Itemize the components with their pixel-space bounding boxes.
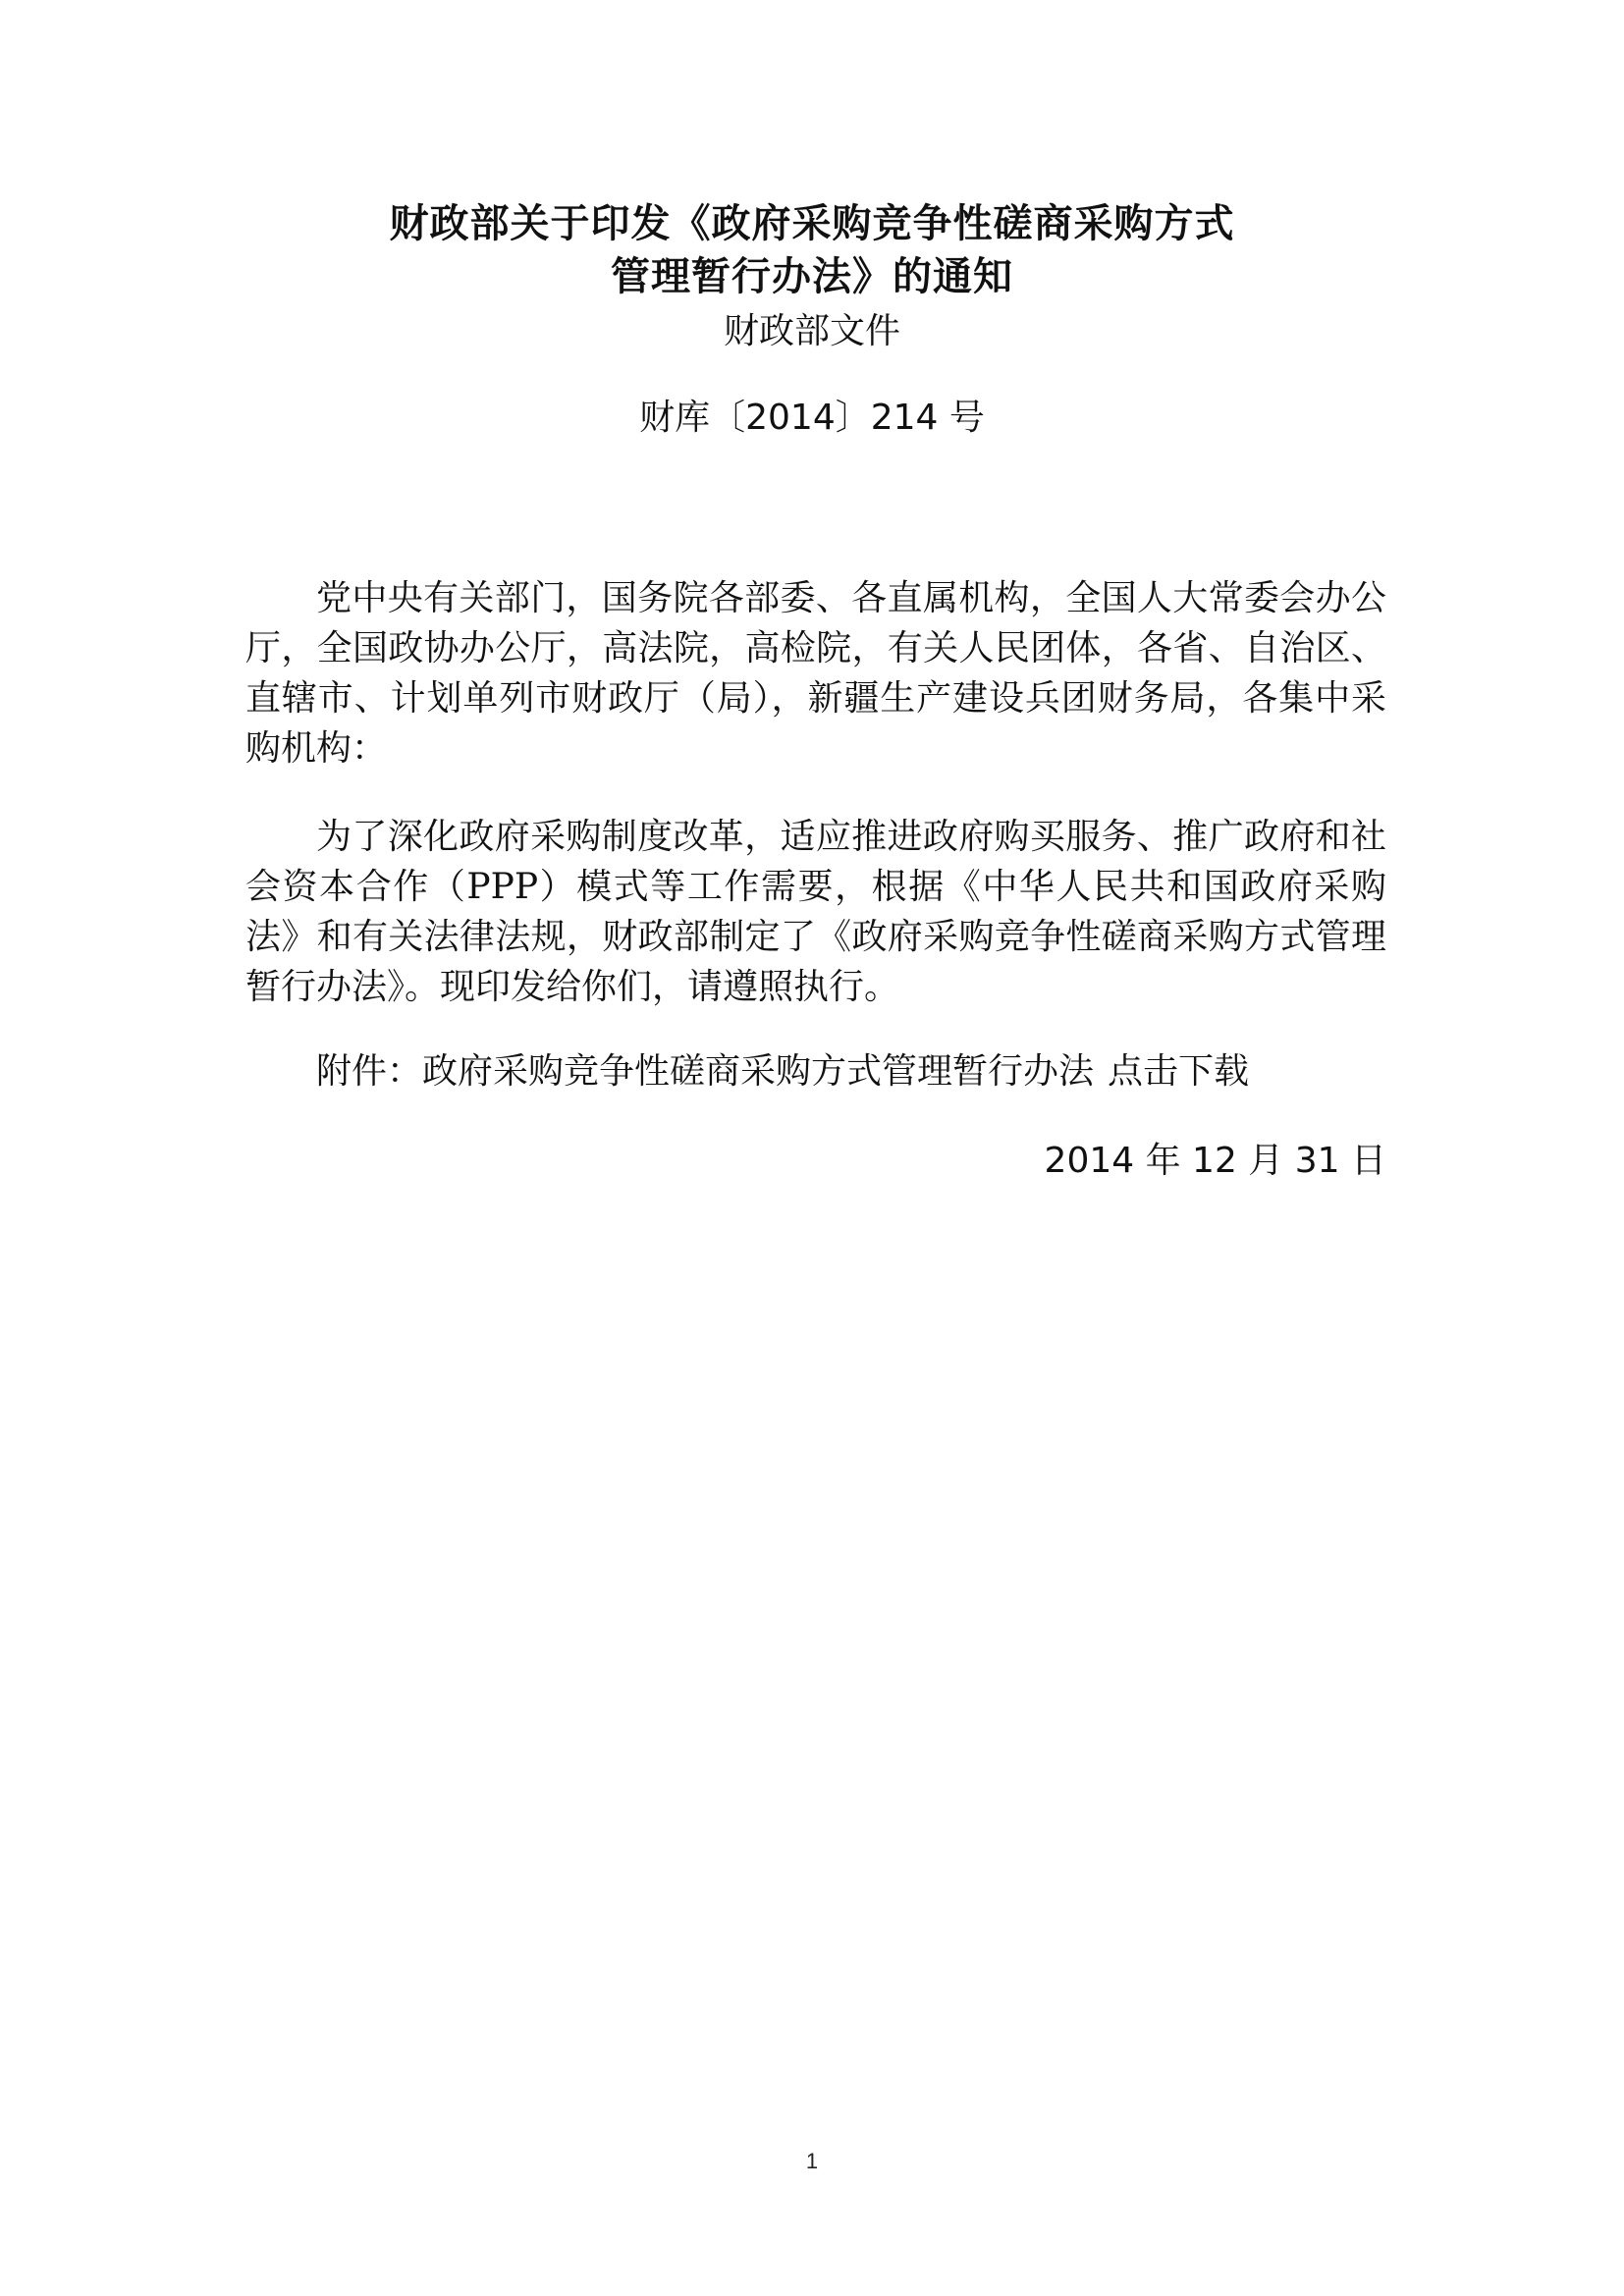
download-link[interactable]: 点击下载 — [1108, 1051, 1250, 1092]
attachment-line — [245, 1046, 1386, 1096]
document-title-line-2: 管理暂行办法》的通知 — [611, 253, 1013, 299]
issue-date: 2014 年 12 月 31 日 — [1044, 1141, 1386, 1181]
body-paragraph: 为了深化政府采购制度改革，适应推进政府购买服务、推广政府和社会资本合作（PPP）模式等工作需要，根据《中华人民共和国政府采购法》和有关法律法规，财政部制定了《政府采购竞争性磋商采购方式管理暂行办法》。现印发给你们，请遵照执行。 — [245, 817, 1386, 1007]
attachment-label: 附件：政府采购竞争性磋商采购方式管理暂行办法 — [316, 1051, 1095, 1092]
document-number: 财库〔2014〕214 号 — [639, 398, 985, 438]
issuer-label: 财政部文件 — [723, 311, 900, 351]
page-number: 1 — [805, 2149, 819, 2173]
recipients-paragraph: 党中央有关部门，国务院各部委、各直属机构，全国人大常委会办公厅，全国政协办公厅，高法院，高检院，有关人民团体，各省、自治区、直辖市、计划单列市财政厅（局），新疆生产建设兵团财务局，各集中采购机构： — [245, 578, 1386, 769]
document-title-line-1: 财政部关于印发《政府采购竞争性磋商采购方式 — [389, 200, 1235, 246]
